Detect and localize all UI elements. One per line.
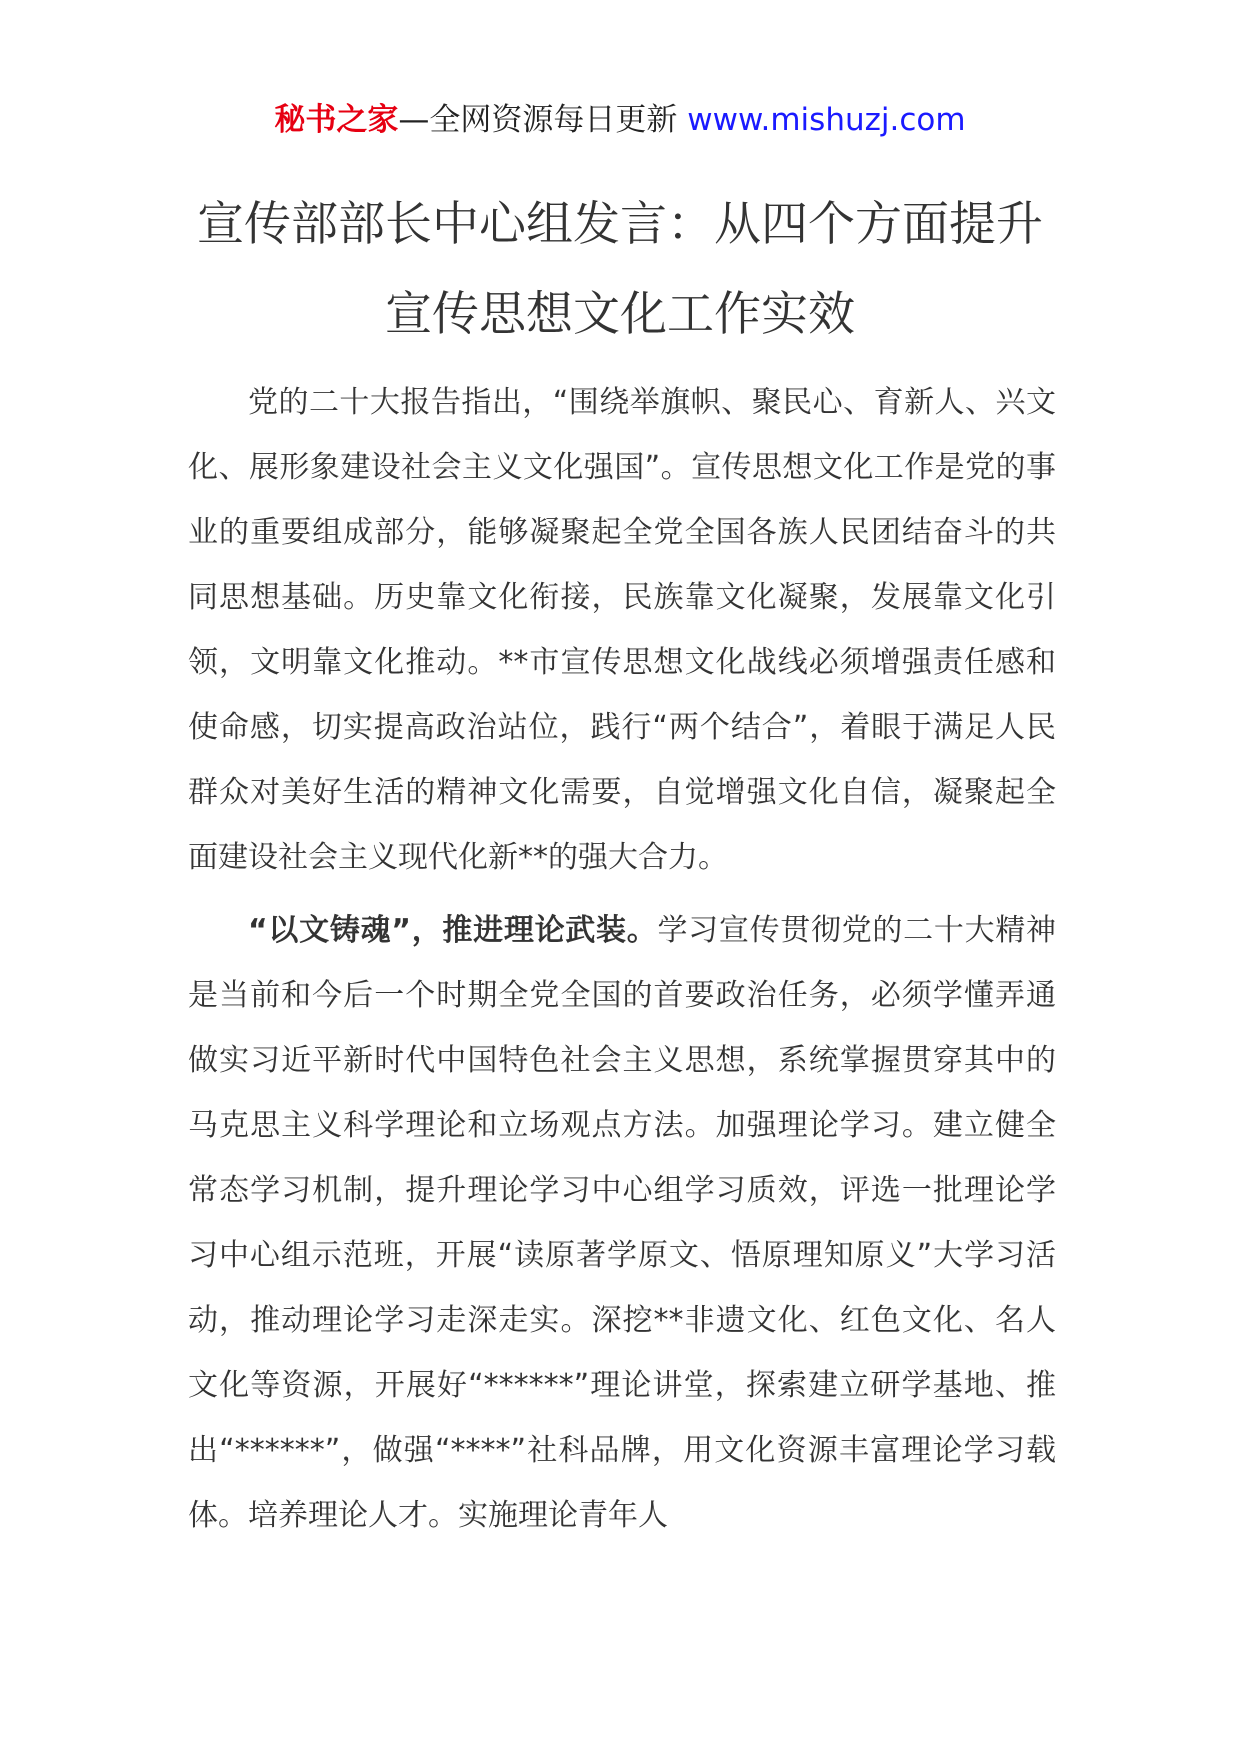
site-url-link[interactable]: www.mishuzj.com (687, 102, 966, 138)
body-paragraph-2-block (188, 898, 1056, 1548)
document-title-line-2: 宣传思想文化工作实效 (385, 287, 855, 342)
brand-name: 秘书之家 (274, 102, 399, 138)
body-paragraph-2 (188, 898, 1056, 1548)
section-heading-lead: “以文铸魂”，推进理论武装。 (248, 913, 658, 948)
body-paragraph-1-block (188, 370, 1056, 890)
body-paragraph-2-text: 学习宣传贯彻党的二十大精神是当前和今后一个时期全党全国的首要政治任务，必须学懂弄通做实习近平新时代中国特色社会主义思想，系统掌握贯穿其中的马克思主义科学理论和立场观点方法。加强理论学习。建立健全常态学习机制，提升理论学习中心组学习质效，评选一批理论学习中心组示范班，开展“读原著学原文、悟原理知原义”大学习活动，推动理论学习走深走实。深挖**非遗文化、红色文化、名人文化等资源，开展好“******”理论讲堂，探索建立研学基地、推出“******”，做强“****”社科品牌，用文化资源丰富理论学习载体。培养理论人才。实施理论青年人 (188, 913, 1057, 1533)
banner-tagline: —全网资源每日更新 (398, 102, 678, 138)
document-title-line-1: 宣传部部长中心组发言：从四个方面提升 (197, 197, 1043, 252)
body-paragraph-1: 党的二十大报告指出，“围绕举旗帜、聚民心、育新人、兴文化、展形象建设社会主义文化强国”。宣传思想文化工作是党的事业的重要组成部分，能够凝聚起全党全国各族人民团结奋斗的共同思想基础。历史靠文化衔接，民族靠文化凝聚，发展靠文化引领，文明靠文化推动。**市宣传思想文化战线必须增强责任感和使命感，切实提高政治站位，践行“两个结合”，着眼于满足人民群众对美好生活的精神文化需要，自觉增强文化自信，凝聚起全面建设社会主义现代化新**的强大合力。 (188, 385, 1056, 875)
site-banner (0, 98, 1240, 142)
